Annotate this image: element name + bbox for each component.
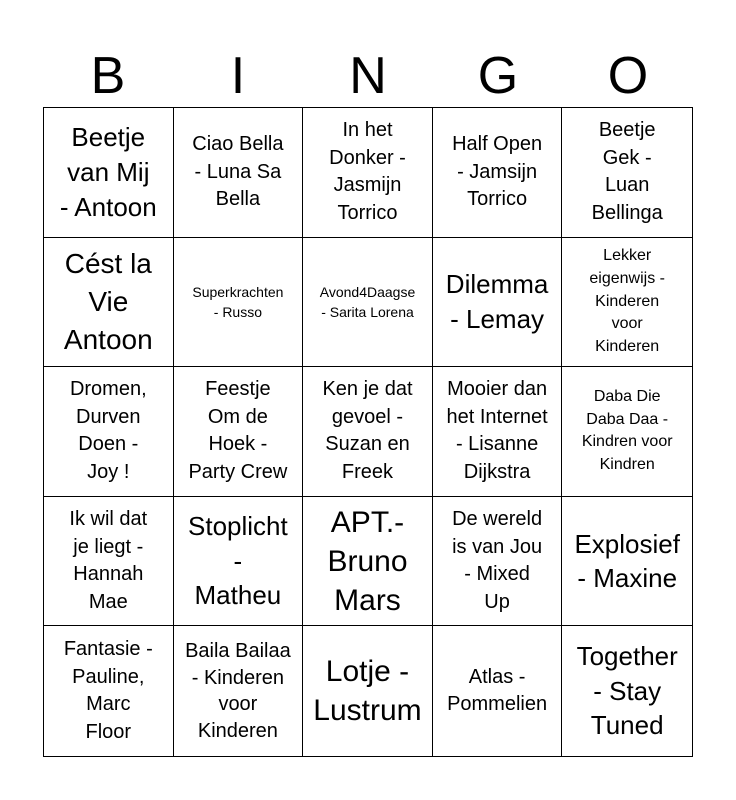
bingo-cell	[303, 367, 433, 497]
bingo-cell	[433, 238, 563, 368]
bingo-cell	[433, 367, 563, 497]
cell-text: Baila Bailaa - Kinderen voor Kinderen	[185, 640, 291, 742]
bingo-cell	[562, 108, 692, 238]
cell-text: APT.- Bruno Mars	[327, 505, 408, 617]
bingo-cell	[174, 108, 304, 238]
bingo-cell	[44, 497, 174, 627]
cell-text: Mooier dan het Internet - Lisanne Dijkstra	[446, 378, 548, 484]
bingo-grid	[43, 107, 693, 757]
cell-text: Together - Stay Tuned	[576, 641, 678, 741]
bingo-cell	[44, 108, 174, 238]
header-letter-i: I	[230, 47, 246, 105]
cell-text: Explosief - Maxine	[574, 528, 680, 594]
cell-text: De wereld is van Jou - Mixed Up	[452, 507, 543, 613]
bingo-cell	[174, 626, 304, 756]
cell-text: Feestje Om de Hoek - Party Crew	[188, 378, 288, 484]
bingo-cell	[174, 497, 304, 627]
cell-text: Superkrachten - Russo	[192, 283, 284, 320]
cell-text: In het Donker - Jasmijn Torrico	[329, 119, 406, 224]
cell-text: Dromen, Durven Doen - Joy !	[69, 378, 147, 484]
bingo-cell	[303, 238, 433, 368]
bingo-cell	[562, 367, 692, 497]
header-letter-n: N	[349, 47, 387, 105]
cell-text: Lotje - Lustrum	[313, 655, 422, 728]
bingo-cell	[433, 108, 563, 238]
cell-text: Half Open - Jamsijn Torrico	[452, 132, 543, 211]
bingo-cell	[433, 626, 563, 756]
bingo-cell	[303, 108, 433, 238]
bingo-cell	[44, 626, 174, 756]
bingo-header	[43, 44, 693, 108]
bingo-cell	[303, 626, 433, 756]
cell-text: Lekker eigenwijs - Kinderen voor Kinderen	[589, 247, 665, 355]
header-letter-g: G	[477, 47, 519, 105]
cell-text: Daba Die Daba Daa - Kindren voor Kindren	[581, 388, 673, 474]
bingo-cell	[44, 238, 174, 368]
bingo-cell	[562, 626, 692, 756]
cell-text: Ciao Bella - Luna Sa Bella	[192, 132, 284, 211]
bingo-cell	[44, 367, 174, 497]
cell-text: Avond4Daagse - Sarita Lorena	[319, 283, 416, 320]
bingo-cell	[174, 238, 304, 368]
bingo-cell	[433, 497, 563, 627]
cell-text: Ik wil dat je liegt - Hannah Mae	[69, 507, 148, 613]
cell-text: Dilemma - Lemay	[445, 269, 549, 334]
cell-text: Beetje Gek - Luan Bellinga	[591, 119, 663, 224]
bingo-cell	[303, 497, 433, 627]
cell-text: Cést la Vie Antoon	[63, 247, 153, 355]
cell-text: Atlas - Pommelien	[447, 665, 548, 716]
header-letter-b: B	[90, 47, 126, 105]
cell-text: Fantasie - Pauline, Marc Floor	[63, 638, 153, 743]
cell-text: Stoplicht - Matheu	[188, 511, 288, 611]
bingo-cell	[562, 497, 692, 627]
header-letter-o: O	[607, 47, 649, 105]
bingo-cell	[174, 367, 304, 497]
cell-text: Beetje van Mij - Antoon	[59, 122, 157, 222]
bingo-cell	[562, 238, 692, 368]
cell-text: Ken je dat gevoel - Suzan en Freek	[322, 378, 413, 484]
